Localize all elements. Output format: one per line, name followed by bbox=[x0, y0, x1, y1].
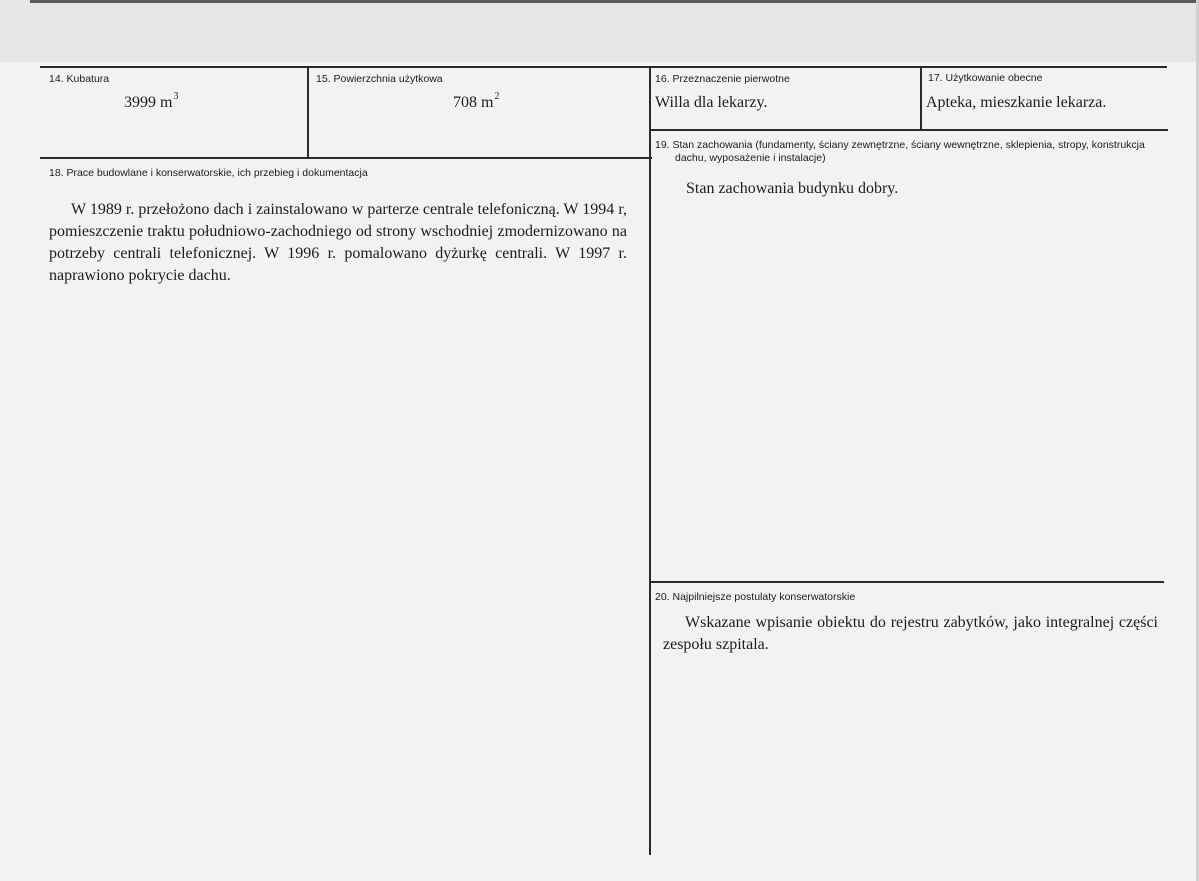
field-17-value: Apteka, mieszkanie lekarza. bbox=[926, 94, 1107, 111]
rule-19-top bbox=[650, 129, 1168, 131]
field-19-label bbox=[655, 139, 1165, 165]
field-14-exponent: 3 bbox=[173, 91, 179, 102]
field-18-label: 18. Prace budowlane i konserwatorskie, ich przebieg i dokumentacja bbox=[49, 167, 368, 179]
rule-18-top bbox=[40, 157, 652, 159]
field-15-value bbox=[453, 91, 500, 112]
field-20-text: Wskazane wpisanie obiektu do rejestru zabytków, jako integralnej części zespołu szpitala. bbox=[663, 614, 1158, 653]
top-rule bbox=[40, 66, 1167, 68]
scan-top-edge bbox=[30, 0, 1199, 3]
divider-main bbox=[649, 66, 651, 855]
field-16-label: 16. Przeznaczenie pierwotne bbox=[655, 73, 790, 85]
divider-14-15 bbox=[307, 66, 309, 158]
divider-16-17 bbox=[920, 66, 922, 130]
scan-top-band bbox=[0, 0, 1199, 62]
field-14-value bbox=[124, 91, 179, 112]
field-16-value: Willa dla lekarzy. bbox=[655, 94, 768, 111]
rule-20-top bbox=[650, 581, 1164, 583]
field-19-label-line1: 19. Stan zachowania (fundamenty, ściany zewnętrzne, ściany wewnętrzne, sklepienia, stropy, konstrukcja bbox=[655, 139, 1145, 151]
field-14-number: 3999 m bbox=[124, 94, 173, 111]
field-15-label: 15. Powierzchnia użytkowa bbox=[316, 73, 443, 85]
field-19-text: Stan zachowania budynku dobry. bbox=[686, 180, 899, 197]
field-17-label: 17. Użytkowanie obecne bbox=[928, 72, 1043, 84]
field-15-number: 708 m bbox=[453, 94, 494, 111]
field-14-label: 14. Kubatura bbox=[49, 73, 110, 85]
field-20-label: 20. Najpilniejsze postulaty konserwatorskie bbox=[655, 591, 856, 603]
field-15-exponent: 2 bbox=[494, 91, 500, 102]
field-18-text: W 1989 r. przełożono dach i zainstalowano w parterze centrale telefoniczną. W 1994 r, pomieszczenie traktu południowo-zachodniego od strony wschodniej zmodernizowano na potrzeby centrali telefonicznej. W 1996 r. pomalowano dyżurkę centrali. W 1997 r. naprawiono pokrycie dachu. bbox=[49, 201, 627, 284]
field-19-label-line2: dachu, wyposażenie i instalacje) bbox=[675, 152, 826, 164]
